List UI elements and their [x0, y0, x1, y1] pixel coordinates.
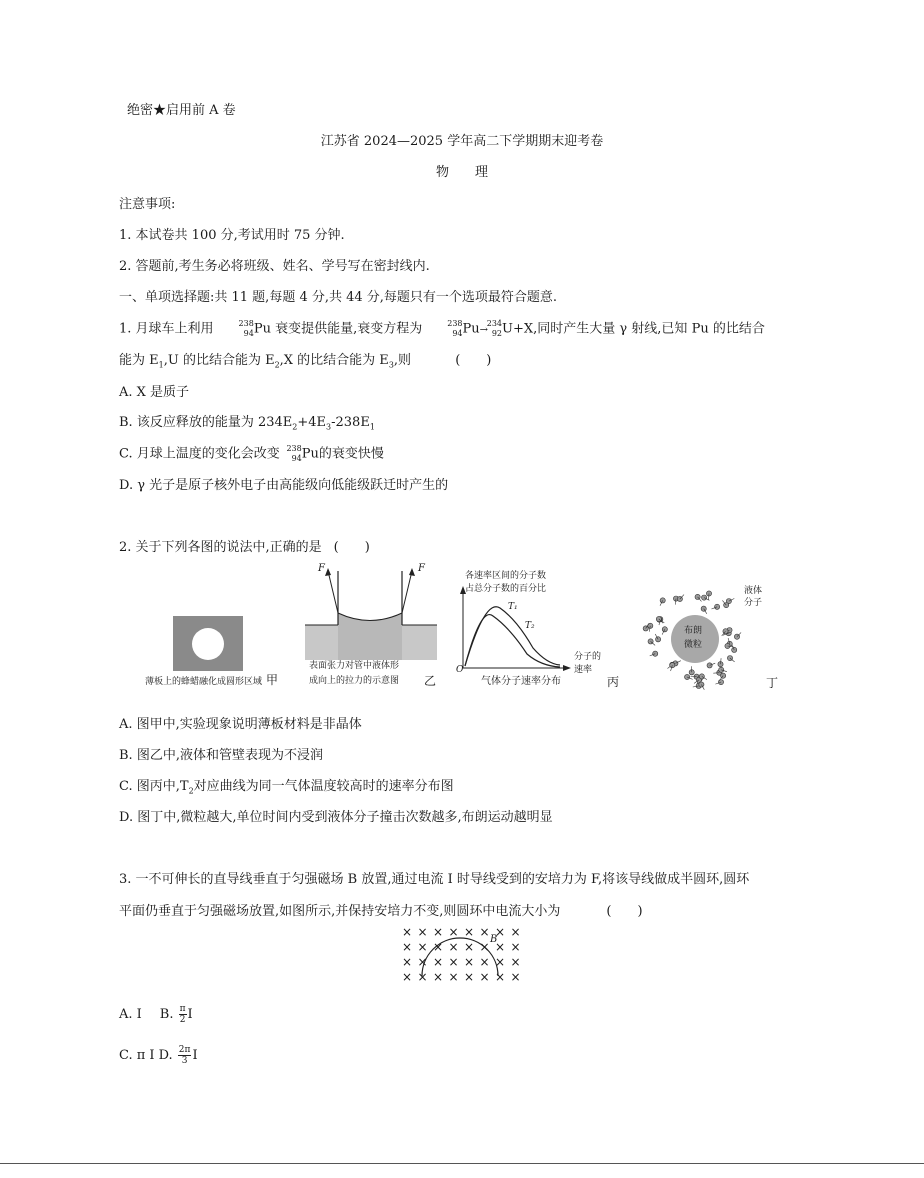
- section-heading: 一、单项选择题:共 11 题,每题 4 分,共 44 分,每题只有一个选项最符合题意.: [119, 290, 558, 305]
- q3-options-cd: C. π I D. $\frac{2\pi}{3}$ I: [119, 1045, 198, 1066]
- field-cross: ×: [402, 940, 413, 954]
- field-cross: ×: [464, 970, 475, 984]
- field-cross: ×: [510, 970, 521, 984]
- field-cross: ×: [433, 970, 444, 984]
- field-cross: ×: [448, 970, 459, 984]
- q1-option-d: D. γ 光子是原子核外电子由高能级向低能级跃迁时产生的: [119, 478, 449, 493]
- exam-title: 江苏省 2024—2025 学年高二下学期期末迎考卷: [320, 134, 604, 149]
- field-cross: ×: [495, 925, 506, 939]
- fig-ding-liquid-2: 分子: [744, 598, 763, 608]
- answer-paren: ( ): [455, 353, 492, 368]
- field-cross: ×: [417, 925, 428, 939]
- question-3-stem-2: 平面仍垂直于匀强磁场放置,如图所示,并保持安培力不变,则圆环中电流大小为 ( ): [119, 904, 643, 919]
- subject-title: 物 理: [435, 165, 488, 180]
- fig-bing-t2-label: T₂: [525, 621, 535, 631]
- fig-bing-x-label-2: 速率: [574, 665, 593, 675]
- field-cross: ×: [464, 925, 475, 939]
- figure-jia: [140, 610, 290, 690]
- question-1-stem: 1. 月球车上利用 238 94 Pu 衰变提供能量,衰变方程为 238 94 Pu→ 234 92 U+X,同时产生大量 γ 射线,已知 Pu 的比结合: [119, 319, 765, 338]
- surface-tension-diagram: [300, 563, 445, 663]
- fig-jia-caption: 薄板上的蜂蜡融化成圆形区域: [145, 677, 263, 687]
- q1-option-b: B. 该反应释放的能量为 $234E_2+4E_3-238E_1$: [119, 415, 375, 432]
- field-cross: ×: [479, 955, 490, 969]
- field-cross: ×: [464, 940, 475, 954]
- q2-option-c: C. 图丙中$,T_2$对应曲线为同一气体温度较高时的速率分布图: [119, 779, 454, 796]
- figure-ding: [636, 585, 786, 695]
- liquid-molecule: [685, 674, 690, 679]
- brownian-motion-diagram: [636, 585, 786, 690]
- q2-option-d: D. 图丁中,微粒越大,单位时间内受到液体分子撞击次数越多,布朗运动越明显: [119, 810, 553, 825]
- q1-text-b: 衰变提供能量,衰变方程为: [275, 321, 423, 337]
- fig-bing-origin: O: [456, 665, 464, 675]
- fig-yi-force-right: F: [418, 563, 425, 574]
- field-cross: ×: [402, 925, 413, 939]
- wax-plate-diagram: [140, 610, 290, 680]
- field-cross: ×: [433, 940, 444, 954]
- field-cross: ×: [479, 940, 490, 954]
- field-cross: ×: [495, 955, 506, 969]
- field-cross: ×: [495, 940, 506, 954]
- fig-yi-caption-1: 表面张力对管中液体形: [309, 661, 400, 671]
- page-bottom-rule: [0, 1163, 924, 1164]
- field-cross: ×: [510, 925, 521, 939]
- nuclide-pu: 238 94: [238, 319, 254, 338]
- q1-text-c: U+X,同时产生大量 γ 射线,已知 Pu 的比结合: [502, 321, 765, 337]
- q2-option-a: A. 图甲中,实验现象说明薄板材料是非晶体: [119, 717, 362, 732]
- fig-ding-particle-2: 微粒: [684, 640, 703, 650]
- fraction-pi-over-2: $\frac{\pi}{2}$: [179, 1004, 186, 1025]
- fig-yi-force-left: F: [318, 563, 325, 574]
- note-item-1: 1. 本试卷共 100 分,考试用时 75 分钟.: [119, 228, 345, 243]
- field-cross: ×: [479, 925, 490, 939]
- fig-bing-y-label-1: 各速率区间的分子数: [465, 571, 547, 581]
- liquid-molecule: [670, 663, 675, 668]
- liquid-molecule: [643, 626, 648, 631]
- field-cross: ×: [479, 970, 490, 984]
- liquid-molecule: [732, 647, 737, 652]
- liquid-molecule: [721, 673, 726, 678]
- figure-yi: [300, 563, 445, 693]
- field-cross: ×: [433, 925, 444, 939]
- q3-options-ab: A. I B. $\frac{\pi}{2}$ I: [119, 1004, 193, 1025]
- question-2-stem: 2. 关于下列各图的说法中,正确的是 ( ): [119, 540, 370, 555]
- liquid-molecule: [656, 637, 661, 642]
- fraction-2pi-over-3: $\frac{2\pi}{3}$: [178, 1045, 191, 1066]
- question-3-stem-1: 3. 一不可伸长的直导线垂直于匀强磁场 B 放置,通过电流 I 时导线受到的安培力为 F,将该导线做成半圆环,圆环: [119, 872, 750, 887]
- field-cross: ×: [417, 940, 428, 954]
- q1-option-a: A. X 是质子: [119, 385, 190, 400]
- field-cross: ×: [448, 955, 459, 969]
- field-cross: ×: [510, 955, 521, 969]
- q1-option-c: C. 月球上温度的变化会改变 238 94 Pu的衰变快慢: [119, 444, 384, 463]
- fig-ding-particle-1: 布朗: [684, 626, 703, 636]
- field-cross: ×: [448, 925, 459, 939]
- field-cross: ×: [402, 970, 413, 984]
- fig-bing-label: 丙: [607, 675, 620, 689]
- fig-ding-liquid-1: 液体: [744, 586, 763, 596]
- q2-option-b: B. 图乙中,液体和管壁表现为不浸润: [119, 748, 323, 763]
- field-cross: ×: [495, 970, 506, 984]
- liquid-molecule: [707, 663, 712, 668]
- q1-text-a: 1. 月球车上利用: [119, 321, 214, 337]
- notes-heading: 注意事项:: [119, 197, 176, 212]
- field-b-label: B: [490, 934, 498, 945]
- liquid-molecule: [718, 680, 723, 685]
- fig-yi-label: 乙: [424, 674, 437, 688]
- field-cross: ×: [402, 955, 413, 969]
- fig-yi-caption-2: 成向上的拉力的示意图: [309, 676, 400, 686]
- fig-ding-label: 丁: [766, 676, 779, 690]
- liquid-molecule: [719, 667, 724, 672]
- field-cross: ×: [417, 955, 428, 969]
- field-cross: ×: [510, 940, 521, 954]
- field-cross: ×: [433, 955, 444, 969]
- question-1-stem-line2: 能为 $E_1,U$ 的比结合能为 $E_2,X$ 的比结合能为 $E_3$,则 ( ): [119, 353, 492, 370]
- curve-t1: [465, 607, 560, 666]
- fig-bing-x-label-1: 分子的: [574, 652, 602, 662]
- field-cross: ×: [448, 940, 459, 954]
- note-item-2: 2. 答题前,考生务必将班级、姓名、学号写在密封线内.: [119, 259, 430, 274]
- fig-bing-t1-label: T₁: [508, 602, 518, 612]
- liquid-molecule: [701, 606, 706, 611]
- figure-semicircle-field: [398, 924, 528, 988]
- fig-jia-label: 甲: [266, 673, 279, 687]
- liquid-molecule: [702, 595, 707, 600]
- field-cross: ×: [464, 955, 475, 969]
- fig-bing-caption: 气体分子速率分布: [481, 676, 561, 687]
- figure-bing: [455, 568, 630, 693]
- secret-label: 绝密★启用前 A 卷: [127, 103, 236, 118]
- fig-bing-y-label-2: 占总分子数的百分比: [465, 584, 547, 594]
- field-cross: ×: [417, 970, 428, 984]
